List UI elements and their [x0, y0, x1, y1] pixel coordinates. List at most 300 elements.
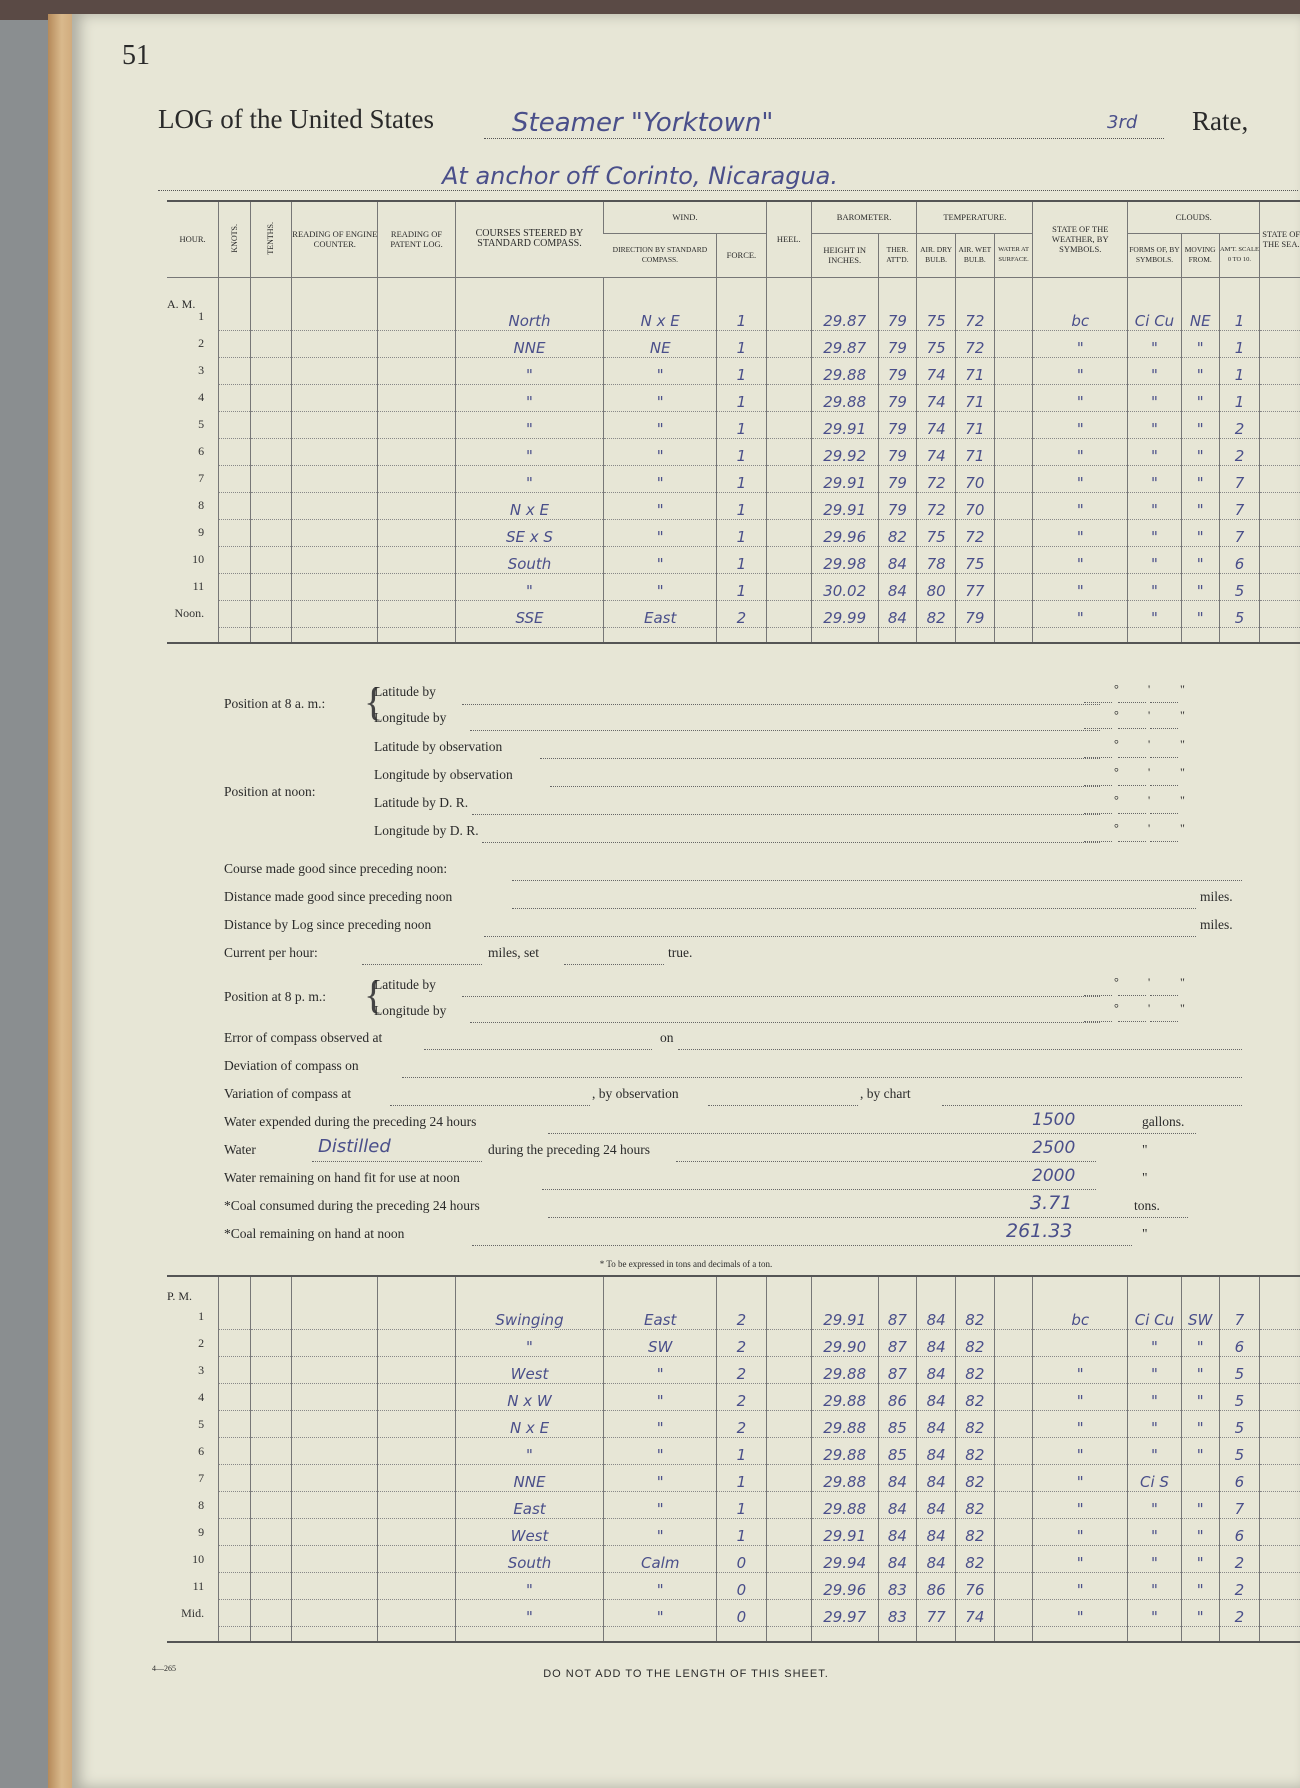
current-per-hour: Current per hour: [224, 945, 318, 960]
empty-cell [292, 465, 378, 492]
empty-cell [251, 1330, 292, 1357]
table-row [167, 1600, 1300, 1627]
miles-set: miles, set [488, 945, 539, 960]
fill-line [424, 1049, 652, 1050]
fill-line [1118, 757, 1146, 758]
ther-cell: 79 [878, 384, 917, 411]
fill-line [1118, 702, 1146, 703]
empty-cell [219, 465, 251, 492]
weather-cell: " [1033, 330, 1128, 357]
hour-cell: Noon. [174, 606, 205, 620]
course-cell: " [455, 465, 603, 492]
forms-cell: " [1128, 600, 1182, 627]
amt-cell: 7 [1219, 465, 1260, 492]
coal-consumed-value: 3.71 [1030, 1192, 1073, 1214]
coal-remaining: *Coal remaining on hand at noon [224, 1226, 405, 1241]
min-mark: ' [1148, 793, 1151, 807]
force-cell: 1 [717, 330, 767, 357]
empty-cell [292, 573, 378, 600]
empty-cell [292, 304, 378, 331]
empty-cell [292, 627, 378, 643]
sec-mark: " [1180, 1001, 1185, 1015]
course-cell: West [455, 1519, 603, 1546]
dry-cell: 78 [917, 546, 956, 573]
min-mark: ' [1148, 682, 1151, 696]
course-cell: " [455, 411, 603, 438]
forms-cell: " [1128, 492, 1182, 519]
table-row [167, 357, 1300, 384]
brace-8pm: { [364, 972, 384, 1017]
dry-cell: 84 [917, 1330, 956, 1357]
moving-cell: " [1181, 1357, 1219, 1384]
course-cell: " [455, 1438, 603, 1465]
empty-cell [378, 1276, 455, 1303]
hour-cell: 3 [198, 363, 205, 377]
footer-notice: DO NOT ADD TO THE LENGTH OF THIS SHEET. [543, 1668, 829, 1680]
bar-cell: 29.87 [811, 304, 878, 331]
fill-line [1150, 995, 1178, 996]
dry-cell: 72 [917, 465, 956, 492]
wet-cell: 82 [955, 1519, 994, 1546]
empty-cell [219, 492, 251, 519]
wind-cell: " [604, 1465, 717, 1492]
hour-cell: 6 [198, 444, 205, 458]
dry-cell: 84 [917, 1303, 956, 1330]
table-row [167, 627, 1300, 643]
am-log-table [167, 200, 1300, 644]
fill-line [512, 880, 1242, 881]
empty-cell [251, 1384, 292, 1411]
table-row [167, 1465, 1300, 1492]
bar-cell: 29.91 [811, 465, 878, 492]
course-cell: South [455, 1546, 603, 1573]
force-cell: 1 [717, 384, 767, 411]
table-row [167, 1411, 1300, 1438]
forms-cell: " [1128, 465, 1182, 492]
bar-cell: 29.88 [811, 1357, 878, 1384]
table-row [167, 546, 1300, 573]
bar-cell: 29.91 [811, 1303, 878, 1330]
amt-cell: 1 [1219, 304, 1260, 331]
empty-cell [766, 304, 811, 331]
empty-cell [1260, 1438, 1300, 1465]
empty-cell [1181, 627, 1219, 643]
moving-cell: " [1181, 573, 1219, 600]
ditto-1: " [1142, 1142, 1148, 1157]
empty-cell [292, 1411, 378, 1438]
empty-cell [766, 492, 811, 519]
empty-cell [219, 1546, 251, 1573]
weather-cell: " [1033, 1384, 1128, 1411]
by-observation: , by observation [592, 1086, 679, 1101]
footnote: * To be expressed in tons and decimals of a ton. [599, 1259, 773, 1269]
empty-cell [251, 1411, 292, 1438]
table-row [167, 1384, 1300, 1411]
bar-cell: 29.92 [811, 438, 878, 465]
empty-cell [251, 1303, 292, 1330]
col-force: FORCE. [717, 233, 767, 277]
empty-cell [994, 1357, 1033, 1384]
forms-cell: " [1128, 357, 1182, 384]
bar-cell: 29.98 [811, 546, 878, 573]
dry-cell: 84 [917, 1411, 956, 1438]
empty-cell [219, 627, 251, 643]
weather-cell: " [1033, 492, 1128, 519]
amt-cell: 1 [1219, 384, 1260, 411]
empty-cell [994, 573, 1033, 600]
empty-cell [292, 357, 378, 384]
moving-cell: " [1181, 492, 1219, 519]
course-cell: " [455, 384, 603, 411]
empty-cell [219, 1465, 251, 1492]
empty-cell [994, 1627, 1033, 1643]
moving-cell: " [1181, 438, 1219, 465]
empty-cell [994, 492, 1033, 519]
empty-cell [994, 465, 1033, 492]
empty-cell [292, 384, 378, 411]
weather-cell: " [1033, 546, 1128, 573]
empty-cell [292, 1330, 378, 1357]
fill-line [482, 842, 1100, 843]
pm-label: P. M. [167, 1289, 193, 1303]
course-cell: NNE [455, 1465, 603, 1492]
hour-cell: 9 [198, 1524, 205, 1539]
force-cell: 1 [717, 1492, 766, 1519]
bar-cell: 29.94 [811, 1546, 878, 1573]
page-number: 51 [122, 40, 150, 71]
empty-cell [766, 277, 811, 304]
long-obs: Longitude by observation [374, 767, 513, 782]
empty-cell [455, 1627, 603, 1643]
course-cell: N x E [455, 1411, 603, 1438]
moving-cell: " [1181, 1330, 1219, 1357]
dry-cell: 74 [917, 438, 956, 465]
empty-cell [766, 1384, 811, 1411]
wind-cell: NE [604, 330, 717, 357]
force-cell: 1 [717, 465, 767, 492]
force-cell: 2 [717, 1303, 766, 1330]
empty-cell [378, 465, 455, 492]
empty-cell [251, 519, 292, 546]
empty-cell [219, 600, 251, 627]
wind-cell: " [604, 1573, 717, 1600]
hour-cell: 1 [198, 1308, 205, 1323]
empty-cell [219, 1411, 251, 1438]
empty-cell [251, 357, 292, 384]
deviation-of-compass: Deviation of compass on [224, 1058, 359, 1073]
empty-cell [251, 1357, 292, 1384]
force-cell: 2 [717, 1384, 766, 1411]
wind-cell: " [604, 438, 717, 465]
empty-cell [1033, 1276, 1128, 1303]
moving-cell: " [1181, 330, 1219, 357]
amt-cell: 2 [1219, 1573, 1260, 1600]
table-row [167, 1573, 1300, 1600]
empty-cell [219, 1573, 251, 1600]
pos-8am-label: Position at 8 a. m.: [224, 696, 326, 711]
wind-cell: " [604, 1438, 717, 1465]
wet-cell: 76 [955, 1573, 994, 1600]
min-mark: ' [1148, 821, 1151, 835]
col-tenths: TENTHS. [266, 221, 276, 255]
moving-cell: " [1181, 600, 1219, 627]
empty-cell [994, 1492, 1033, 1519]
sec-mark: " [1180, 765, 1185, 779]
empty-cell [219, 438, 251, 465]
empty-cell [1128, 277, 1182, 304]
forms-cell: " [1128, 546, 1182, 573]
ther-cell: 87 [878, 1357, 917, 1384]
empty-cell [955, 1276, 994, 1303]
hour-cell: 8 [198, 498, 205, 512]
fill-line [512, 908, 1196, 909]
empty-cell [251, 1438, 292, 1465]
amt-cell: 7 [1219, 1303, 1260, 1330]
ther-cell: 87 [878, 1303, 917, 1330]
empty-cell [1219, 1276, 1260, 1303]
log-title: LOG of the United States [158, 104, 434, 134]
weather-cell: " [1033, 465, 1128, 492]
wet-cell: 82 [955, 1492, 994, 1519]
amt-cell: 1 [1219, 357, 1260, 384]
lat-by-8pm: Latitude by [374, 977, 436, 992]
forms-cell: Ci S [1128, 1465, 1182, 1492]
moving-cell [1181, 1465, 1219, 1492]
empty-cell [251, 546, 292, 573]
amt-cell: 5 [1219, 573, 1260, 600]
empty-cell [717, 627, 767, 643]
empty-cell [604, 277, 717, 304]
coal-consumed: *Coal consumed during the preceding 24 hours [224, 1198, 480, 1213]
fill-line [362, 964, 482, 965]
empty-cell [878, 1627, 917, 1643]
min-mark: ' [1148, 737, 1151, 751]
deg-mark: ° [1114, 737, 1119, 751]
empty-cell [1260, 330, 1300, 357]
force-cell: 1 [717, 573, 767, 600]
col-cloud-forms: FORMS OF, BY SYMBOLS. [1128, 233, 1182, 277]
empty-cell [251, 277, 292, 304]
location: At anchor off Corinto, Nicaragua. [442, 162, 839, 190]
forms-cell: " [1128, 330, 1182, 357]
water-label: Water [224, 1142, 256, 1157]
forms-cell: " [1128, 1492, 1182, 1519]
fill-line [1150, 702, 1178, 703]
pm-log-table [167, 1275, 1300, 1643]
wet-cell: 72 [955, 330, 994, 357]
forms-cell: " [1128, 1573, 1182, 1600]
moving-cell: " [1181, 1600, 1219, 1627]
empty-cell [1260, 492, 1300, 519]
empty-cell [1260, 384, 1300, 411]
fill-line [1118, 785, 1146, 786]
table-row [167, 1492, 1300, 1519]
empty-cell [766, 1492, 811, 1519]
rate-value: 3rd [1107, 112, 1138, 133]
ditto-3: " [1142, 1226, 1148, 1241]
fill-line [312, 1161, 482, 1162]
empty-cell [1260, 277, 1300, 304]
fill-line [390, 1105, 590, 1106]
empty-cell [994, 1276, 1033, 1303]
brace-8am: { [364, 679, 384, 724]
variation-of-compass: Variation of compass at [224, 1086, 352, 1101]
empty-cell [378, 357, 455, 384]
empty-cell [219, 330, 251, 357]
moving-cell: " [1181, 465, 1219, 492]
course-cell: N x W [455, 1384, 603, 1411]
moving-cell: " [1181, 411, 1219, 438]
moving-cell: NE [1181, 304, 1219, 331]
empty-cell [378, 1546, 455, 1573]
hour-cell: Mid. [181, 1605, 205, 1620]
ther-cell: 83 [878, 1573, 917, 1600]
fill-line [484, 936, 1196, 937]
wet-cell: 74 [955, 1600, 994, 1627]
empty-cell [1260, 1276, 1300, 1303]
true-label: true. [668, 945, 693, 960]
empty-cell [1260, 438, 1300, 465]
empty-cell [994, 1465, 1033, 1492]
forms-cell: " [1128, 519, 1182, 546]
wind-cell: East [604, 600, 717, 627]
moving-cell: " [1181, 519, 1219, 546]
wet-cell: 70 [955, 465, 994, 492]
bar-cell: 29.99 [811, 600, 878, 627]
empty-cell [251, 438, 292, 465]
amt-cell: 5 [1219, 1438, 1260, 1465]
force-cell: 1 [717, 411, 767, 438]
dry-cell: 75 [917, 519, 956, 546]
deg-mark: ° [1114, 975, 1119, 989]
empty-cell [292, 1492, 378, 1519]
course-cell: West [455, 1357, 603, 1384]
empty-cell [219, 1492, 251, 1519]
weather-cell: bc [1033, 1303, 1128, 1330]
ther-cell: 79 [878, 304, 917, 331]
empty-cell [378, 1465, 455, 1492]
ther-cell: 84 [878, 1519, 917, 1546]
empty-cell [1181, 1627, 1219, 1643]
dry-cell: 82 [917, 600, 956, 627]
wet-cell: 82 [955, 1357, 994, 1384]
table-row [167, 1438, 1300, 1465]
empty-cell [292, 519, 378, 546]
hour-cell: 9 [198, 525, 205, 539]
empty-cell [219, 1330, 251, 1357]
sec-mark: " [1180, 793, 1185, 807]
hour-cell: 11 [192, 1578, 205, 1593]
empty-cell [378, 627, 455, 643]
amt-cell: 6 [1219, 1519, 1260, 1546]
table-row [167, 1276, 1300, 1303]
water-expended-value: 1500 [1032, 1110, 1076, 1130]
wet-cell: 72 [955, 519, 994, 546]
weather-cell: " [1033, 1357, 1128, 1384]
amt-cell: 5 [1219, 1384, 1260, 1411]
table-row [167, 1357, 1300, 1384]
empty-cell [994, 1573, 1033, 1600]
empty-cell [378, 1492, 455, 1519]
empty-cell [1260, 1573, 1300, 1600]
empty-cell [717, 277, 767, 304]
dry-cell: 72 [917, 492, 956, 519]
weather-cell: " [1033, 438, 1128, 465]
empty-cell [994, 627, 1033, 643]
wet-cell: 72 [955, 304, 994, 331]
fill-line [1150, 728, 1178, 729]
hour-cell: 8 [198, 1497, 205, 1512]
empty-cell [766, 1276, 811, 1303]
amt-cell: 7 [1219, 1492, 1260, 1519]
empty-cell [955, 1627, 994, 1643]
empty-cell [994, 1438, 1033, 1465]
course-cell: " [455, 438, 603, 465]
bar-cell: 29.88 [811, 357, 878, 384]
fill-line [1150, 813, 1178, 814]
empty-cell [251, 1276, 292, 1303]
empty-cell [292, 1600, 378, 1627]
empty-cell [917, 1627, 956, 1643]
log-page [72, 14, 1300, 1788]
force-cell: 2 [717, 1411, 766, 1438]
empty-cell [1033, 277, 1128, 304]
wet-cell: 71 [955, 384, 994, 411]
fill-line [708, 1105, 858, 1106]
bar-cell: 29.96 [811, 519, 878, 546]
fill-line [1084, 995, 1112, 996]
empty-cell [1033, 627, 1128, 643]
empty-cell [378, 411, 455, 438]
empty-cell [292, 1276, 378, 1303]
fill-line [676, 1161, 1096, 1162]
empty-cell [1219, 1627, 1260, 1643]
empty-cell [994, 1411, 1033, 1438]
table-row [167, 304, 1300, 331]
empty-cell [455, 277, 603, 304]
forms-cell: " [1128, 1384, 1182, 1411]
empty-cell [251, 1465, 292, 1492]
dry-cell: 84 [917, 1438, 956, 1465]
wet-cell: 82 [955, 1330, 994, 1357]
wet-cell: 75 [955, 546, 994, 573]
forms-cell: " [1128, 1330, 1182, 1357]
hour-cell: 3 [198, 1362, 205, 1377]
empty-cell [994, 1303, 1033, 1330]
sec-mark: " [1180, 737, 1185, 751]
wind-cell: " [604, 411, 717, 438]
weather-cell: " [1033, 519, 1128, 546]
wet-cell: 71 [955, 357, 994, 384]
course-cell: East [455, 1492, 603, 1519]
course-cell: " [455, 573, 603, 600]
weather-cell: " [1033, 1492, 1128, 1519]
hour-cell: 11 [192, 579, 205, 593]
weather-cell: " [1033, 1438, 1128, 1465]
col-ther: THER. ATT'D. [878, 233, 917, 277]
empty-cell [251, 384, 292, 411]
empty-cell [811, 1276, 878, 1303]
empty-cell [1128, 1276, 1182, 1303]
empty-cell [167, 627, 219, 643]
ther-cell: 85 [878, 1411, 917, 1438]
fill-line [1084, 813, 1112, 814]
ther-cell: 84 [878, 1492, 917, 1519]
wind-cell: SW [604, 1330, 717, 1357]
wet-cell: 77 [955, 573, 994, 600]
empty-cell [994, 546, 1033, 573]
empty-cell [292, 1303, 378, 1330]
